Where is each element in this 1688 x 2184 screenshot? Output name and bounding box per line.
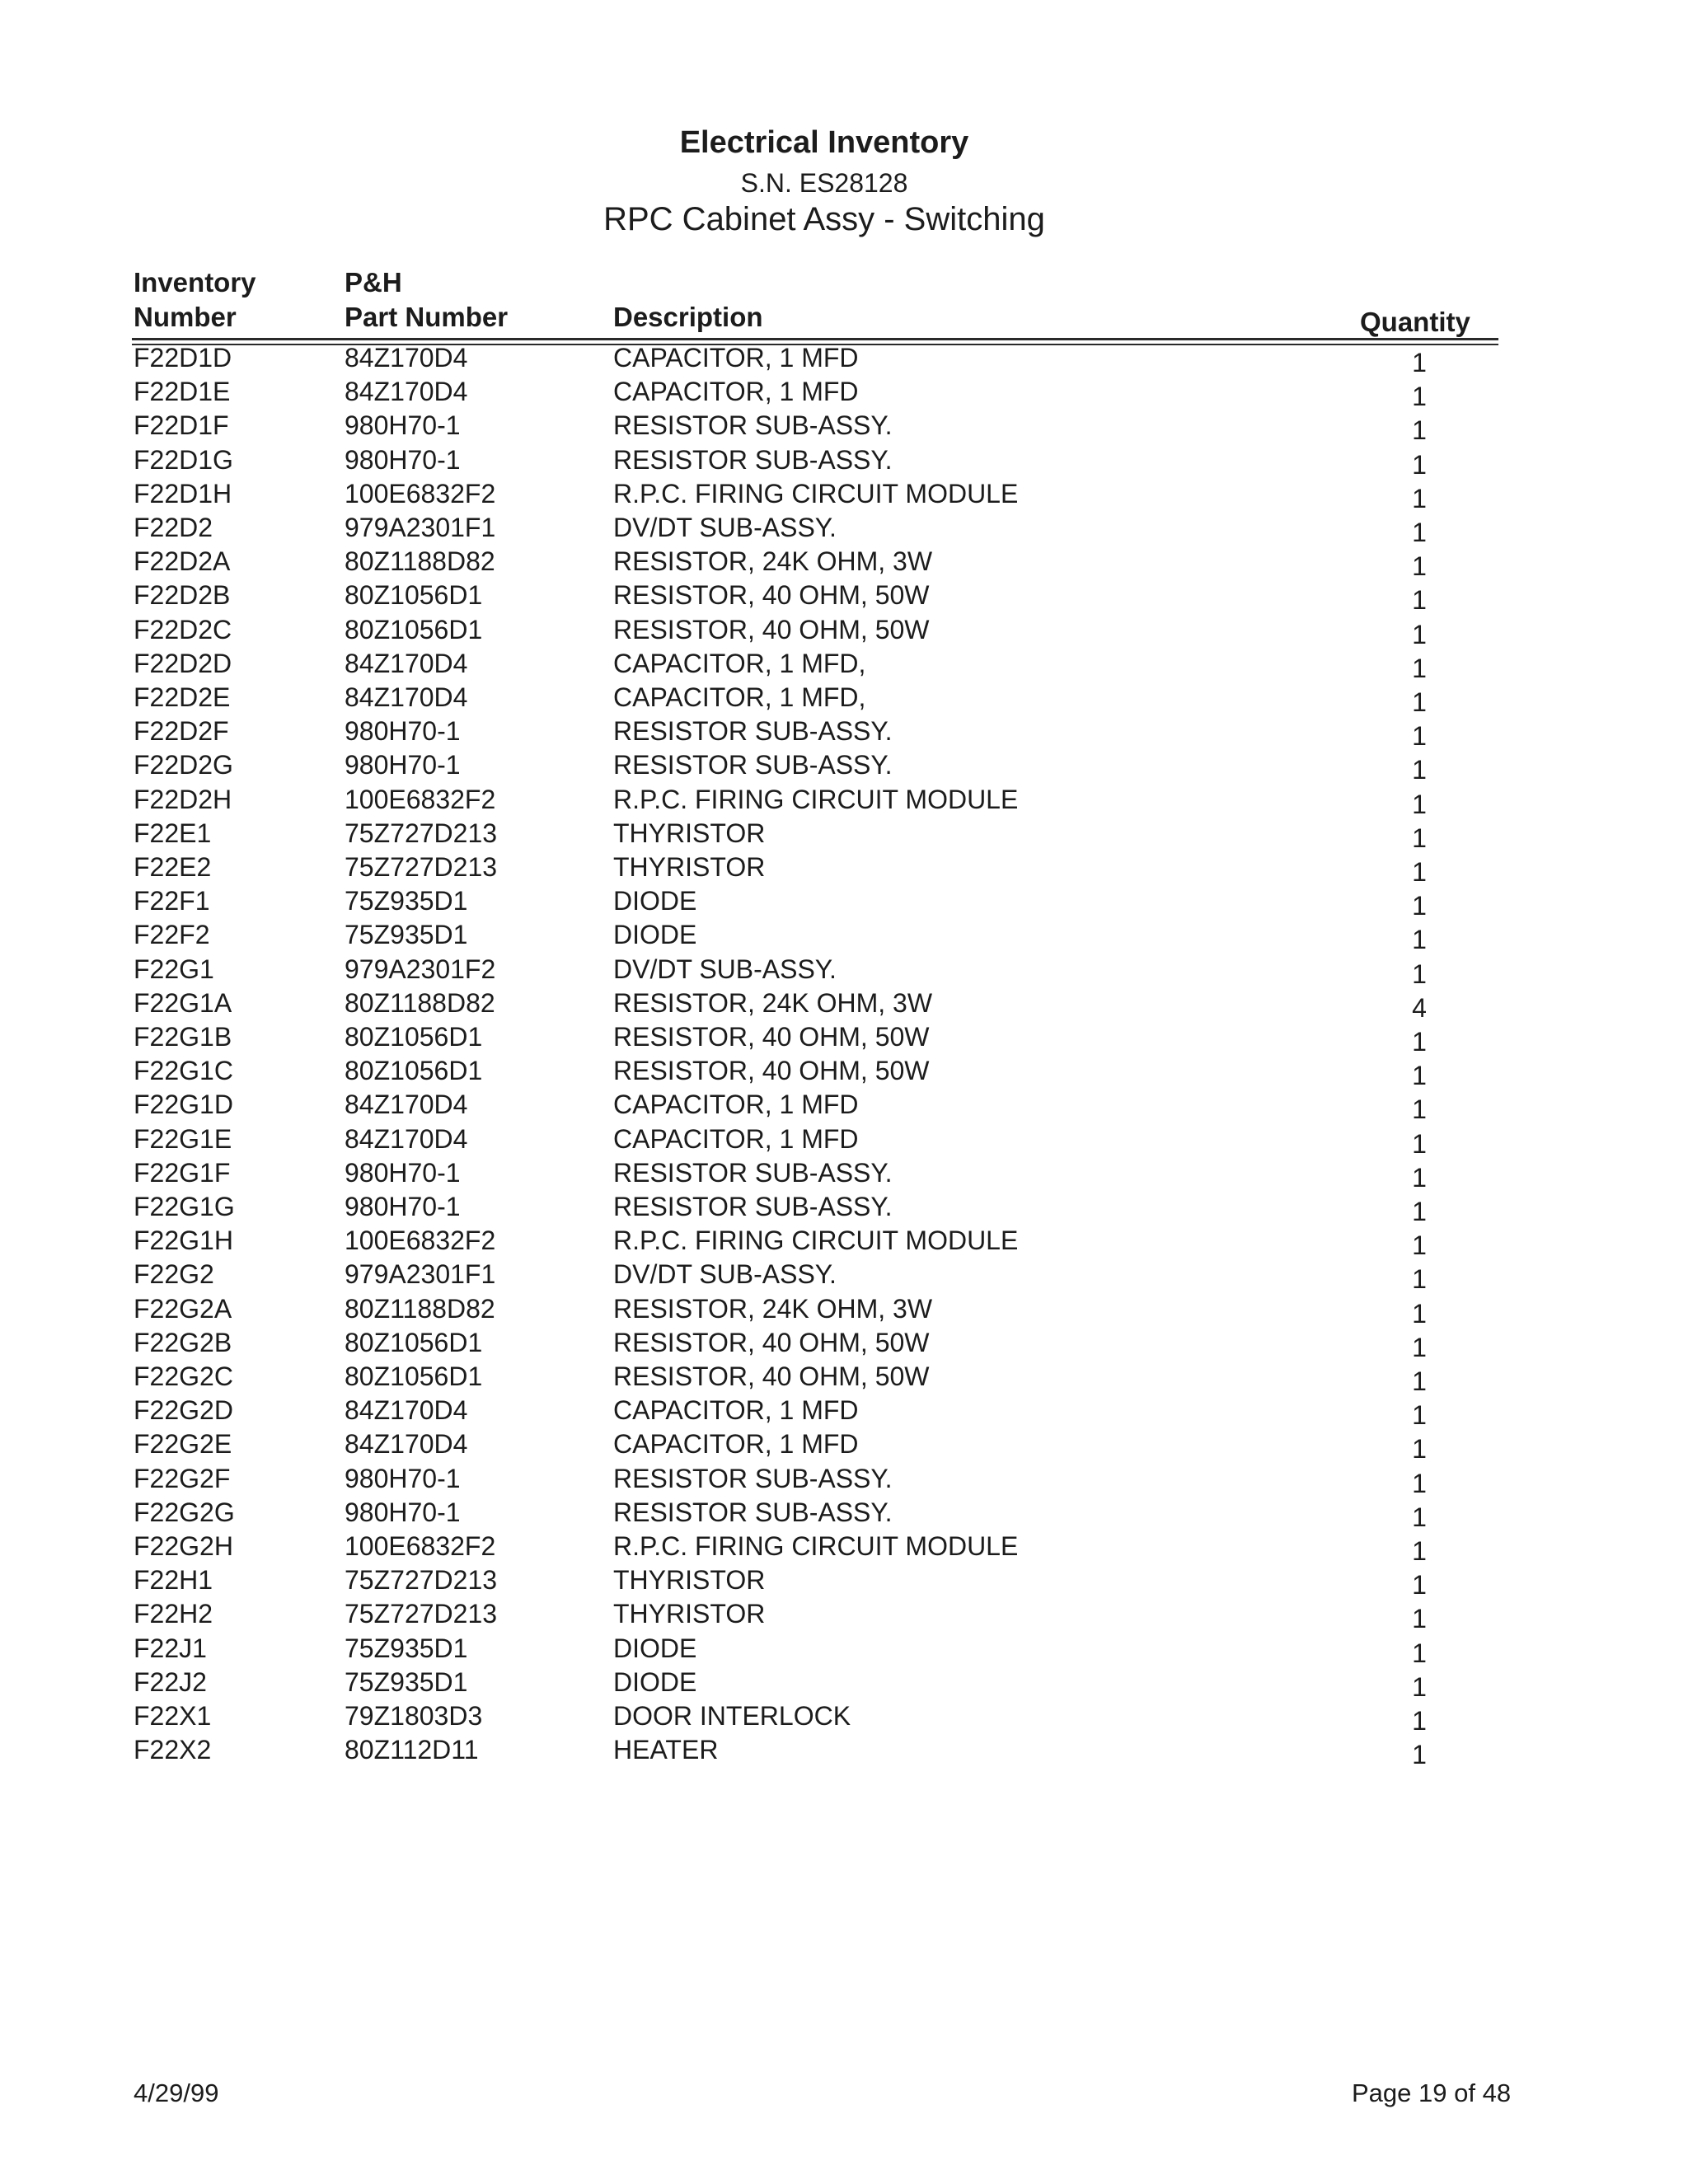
table-row [0,1054,1688,1088]
quantity-cell: 1 [1412,790,1427,819]
table-row [0,783,1688,817]
inventory-number-cell: F22H1 [134,1565,213,1595]
quantity-cell: 1 [1412,1469,1427,1498]
part-number-cell: 84Z170D4 [345,1090,468,1119]
quantity-cell: 1 [1412,1604,1427,1633]
inventory-number-cell: F22E2 [134,852,212,882]
inventory-number-cell: F22X2 [134,1735,212,1765]
table-row [0,1020,1688,1057]
quantity-cell: 1 [1412,654,1427,683]
inventory-number-cell: F22G1C [134,1056,233,1085]
inventory-number-cell: F22H2 [134,1599,213,1629]
description-cell: DOOR INTERLOCK [613,1701,851,1731]
part-number-cell: 80Z1188D82 [345,546,495,576]
column-header-inventory-line2: Number [134,302,237,332]
part-number-cell: 75Z727D213 [345,1565,498,1595]
part-number-cell: 980H70-1 [345,1464,461,1493]
inventory-number-cell: F22F2 [134,920,210,949]
column-header-quantity: Quantity [1360,307,1470,337]
quantity-cell: 1 [1412,925,1427,954]
quantity-cell: 1 [1412,823,1427,853]
header-rule-top [132,338,1498,340]
table-row [0,884,1688,921]
part-number-cell: 84Z170D4 [345,1395,468,1425]
part-number-cell: 80Z1056D1 [345,1022,483,1052]
inventory-number-cell: F22G1F [134,1158,231,1188]
quantity-cell: 1 [1412,1434,1427,1464]
description-cell: THYRISTOR [613,1565,766,1595]
inventory-number-cell: F22D2E [134,682,231,712]
description-cell: DIODE [613,920,697,949]
description-cell: RESISTOR SUB-ASSY. [613,1497,893,1527]
table-row [0,918,1688,952]
quantity-cell: 1 [1412,1230,1427,1260]
inventory-number-cell: F22D2C [134,615,232,644]
part-number-cell: 80Z1056D1 [345,580,483,610]
document-title: Electrical Inventory [679,125,969,160]
part-number-cell: 100E6832F2 [345,785,496,814]
part-number-cell: 75Z727D213 [345,818,498,848]
part-number-cell: 979A2301F1 [345,513,496,542]
table-row [0,817,1688,851]
inventory-number-cell: F22G1E [134,1124,232,1154]
description-cell: CAPACITOR, 1 MFD [613,1090,859,1119]
part-number-cell: 80Z1056D1 [345,1328,483,1357]
part-number-cell: 980H70-1 [345,750,461,780]
description-cell: RESISTOR, 24K OHM, 3W [613,1294,933,1324]
table-row [0,715,1688,751]
part-number-cell: 80Z1056D1 [345,1361,483,1391]
part-number-cell: 84Z170D4 [345,1429,468,1459]
table-row [0,1530,1688,1566]
table-row [0,1394,1688,1430]
table-row [0,1666,1688,1702]
description-cell: CAPACITOR, 1 MFD [613,1429,859,1459]
inventory-number-cell: F22D1D [134,343,232,373]
part-number-cell: 84Z170D4 [345,682,468,712]
description-cell: DV/DT SUB-ASSY. [613,1259,837,1289]
table-row [0,443,1688,480]
inventory-number-cell: F22G2D [134,1395,233,1425]
description-cell: RESISTOR, 40 OHM, 50W [613,1056,930,1085]
inventory-number-cell: F22D2B [134,580,231,610]
quantity-cell: 1 [1412,1129,1427,1159]
table-row [0,953,1688,987]
quantity-cell: 1 [1412,1740,1427,1769]
quantity-cell: 1 [1412,1400,1427,1430]
description-cell: DIODE [613,1667,697,1697]
part-number-cell: 100E6832F2 [345,479,496,509]
table-row [0,748,1688,785]
description-cell: RESISTOR SUB-ASSY. [613,445,893,475]
inventory-number-cell: F22D2A [134,546,231,576]
part-number-cell: 84Z170D4 [345,1124,468,1154]
inventory-number-cell: F22G2G [134,1497,235,1527]
column-header-part-line1: P&H [345,267,402,298]
table-row [0,341,1688,375]
table-row [0,375,1688,409]
part-number-cell: 980H70-1 [345,445,461,475]
description-cell: CAPACITOR, 1 MFD, [613,682,866,712]
quantity-cell: 1 [1412,1502,1427,1532]
inventory-number-cell: F22G1G [134,1192,235,1221]
inventory-number-cell: F22D2D [134,649,232,678]
inventory-number-cell: F22G2H [134,1531,233,1561]
document-subtitle: RPC Cabinet Assy - Switching [603,201,1045,237]
description-cell: THYRISTOR [613,852,766,882]
table-row [0,477,1688,511]
description-cell: CAPACITOR, 1 MFD [613,1395,859,1425]
quantity-cell: 1 [1412,518,1427,547]
part-number-cell: 80Z1056D1 [345,1056,483,1085]
description-cell: DIODE [613,886,697,916]
inventory-number-cell: F22G2F [134,1464,231,1493]
quantity-cell: 1 [1412,1027,1427,1057]
table-row [0,1496,1688,1530]
quantity-cell: 1 [1412,959,1427,989]
inventory-number-cell: F22D1H [134,479,232,509]
quantity-cell: 1 [1412,1570,1427,1600]
column-header-inventory-line1: Inventory [134,267,256,298]
inventory-number-cell: F22G2E [134,1429,232,1459]
part-number-cell: 80Z112D11 [345,1735,479,1765]
inventory-number-cell: F22G2C [134,1361,233,1391]
description-cell: RESISTOR, 40 OHM, 50W [613,1328,930,1357]
table-row [0,851,1688,887]
part-number-cell: 80Z1188D82 [345,988,495,1018]
inventory-number-cell: F22D1G [134,445,233,475]
table-row [0,1292,1688,1329]
part-number-cell: 80Z1188D82 [345,1294,495,1324]
description-cell: RESISTOR SUB-ASSY. [613,750,893,780]
quantity-cell: 1 [1412,450,1427,480]
part-number-cell: 84Z170D4 [345,343,468,373]
description-cell: CAPACITOR, 1 MFD, [613,649,866,678]
quantity-cell: 1 [1412,1333,1427,1362]
description-cell: RESISTOR, 24K OHM, 3W [613,988,933,1018]
part-number-cell: 979A2301F1 [345,1259,496,1289]
table-row [0,647,1688,681]
inventory-number-cell: F22G2 [134,1259,214,1289]
description-cell: RESISTOR, 40 OHM, 50W [613,580,930,610]
description-cell: CAPACITOR, 1 MFD [613,343,859,373]
inventory-number-cell: F22J2 [134,1667,207,1697]
description-cell: RESISTOR, 24K OHM, 3W [613,546,933,576]
quantity-cell: 1 [1412,1061,1427,1090]
quantity-cell: 1 [1412,755,1427,785]
quantity-cell: 1 [1412,1706,1427,1736]
part-number-cell: 75Z935D1 [345,1633,468,1663]
inventory-number-cell: F22D1E [134,377,231,406]
quantity-cell: 1 [1412,1163,1427,1193]
table-row [0,579,1688,615]
table-row [0,987,1688,1023]
part-number-cell: 980H70-1 [345,410,461,440]
inventory-number-cell: F22J1 [134,1633,207,1663]
table-row [0,613,1688,647]
quantity-cell: 1 [1412,620,1427,649]
description-cell: R.P.C. FIRING CIRCUIT MODULE [613,479,1019,509]
part-number-cell: 75Z935D1 [345,920,468,949]
table-row [0,409,1688,443]
inventory-number-cell: F22G1H [134,1226,233,1255]
table-row [0,1733,1688,1767]
description-cell: RESISTOR SUB-ASSY. [613,1158,893,1188]
table-row [0,1563,1688,1600]
part-number-cell: 980H70-1 [345,1158,461,1188]
description-cell: RESISTOR, 40 OHM, 50W [613,1022,930,1052]
description-cell: RESISTOR SUB-ASSY. [613,1192,893,1221]
table-row [0,1427,1688,1464]
description-cell: RESISTOR, 40 OHM, 50W [613,1361,930,1391]
table-row [0,545,1688,579]
part-number-cell: 979A2301F2 [345,954,496,984]
description-cell: R.P.C. FIRING CIRCUIT MODULE [613,1531,1019,1561]
quantity-cell: 1 [1412,1638,1427,1668]
description-cell: DIODE [613,1633,697,1663]
table-row [0,1190,1688,1224]
inventory-number-cell: F22E1 [134,818,212,848]
description-cell: CAPACITOR, 1 MFD [613,377,859,406]
column-header-inventory-number [134,265,256,335]
quantity-cell: 1 [1412,1366,1427,1396]
inventory-number-cell: F22D2H [134,785,232,814]
column-header-description: Description [613,302,763,332]
quantity-cell: 1 [1412,484,1427,513]
part-number-cell: 79Z1803D3 [345,1701,483,1731]
quantity-cell: 1 [1412,1264,1427,1294]
part-number-cell: 100E6832F2 [345,1531,496,1561]
description-cell: R.P.C. FIRING CIRCUIT MODULE [613,785,1019,814]
part-number-cell: 980H70-1 [345,716,461,746]
serial-number: S.N. ES28128 [740,168,908,198]
quantity-cell: 1 [1412,415,1427,445]
table-row [0,1360,1688,1394]
description-cell: DV/DT SUB-ASSY. [613,513,837,542]
description-cell: RESISTOR SUB-ASSY. [613,716,893,746]
column-header-part-number [345,265,508,335]
quantity-cell: 1 [1412,1197,1427,1226]
quantity-cell: 4 [1412,993,1427,1023]
inventory-number-cell: F22G1B [134,1022,232,1052]
quantity-cell: 1 [1412,1094,1427,1124]
description-cell: CAPACITOR, 1 MFD [613,1124,859,1154]
footer-date: 4/29/99 [134,2079,219,2107]
table-row [0,1088,1688,1122]
table-row [0,1156,1688,1193]
table-row [0,511,1688,545]
column-header-part-line2: Part Number [345,302,509,332]
inventory-number-cell: F22D1F [134,410,229,440]
quantity-cell: 1 [1412,687,1427,717]
table-row [0,1258,1688,1294]
quantity-cell: 1 [1412,857,1427,887]
inventory-number-cell: F22F1 [134,886,210,916]
description-cell: RESISTOR SUB-ASSY. [613,1464,893,1493]
quantity-cell: 1 [1412,1672,1427,1702]
quantity-cell: 1 [1412,551,1427,581]
part-number-cell: 80Z1056D1 [345,615,483,644]
part-number-cell: 980H70-1 [345,1497,461,1527]
quantity-cell: 1 [1412,1536,1427,1566]
part-number-cell: 75Z935D1 [345,886,468,916]
footer-page-number: Page 19 of 48 [1352,2079,1512,2107]
inventory-number-cell: F22D2 [134,513,213,542]
table-row [0,1699,1688,1736]
inventory-number-cell: F22D2F [134,716,229,746]
inventory-number-cell: F22G2B [134,1328,232,1357]
quantity-cell: 1 [1412,348,1427,377]
description-cell: THYRISTOR [613,1599,766,1629]
table-row [0,1462,1688,1496]
description-cell: RESISTOR SUB-ASSY. [613,410,893,440]
description-cell: RESISTOR, 40 OHM, 50W [613,615,930,644]
inventory-number-cell: F22G1A [134,988,232,1018]
quantity-cell: 1 [1412,585,1427,615]
part-number-cell: 84Z170D4 [345,649,468,678]
table-row [0,1597,1688,1631]
part-number-cell: 75Z727D213 [345,852,498,882]
table-row [0,681,1688,715]
quantity-cell: 1 [1412,721,1427,751]
inventory-number-cell: F22D2G [134,750,233,780]
part-number-cell: 75Z935D1 [345,1667,468,1697]
description-cell: R.P.C. FIRING CIRCUIT MODULE [613,1226,1019,1255]
part-number-cell: 84Z170D4 [345,377,468,406]
table-row [0,1122,1688,1159]
inventory-number-cell: F22G1 [134,954,214,984]
part-number-cell: 75Z727D213 [345,1599,498,1629]
table-row [0,1326,1688,1360]
inventory-number-cell: F22G1D [134,1090,233,1119]
quantity-cell: 1 [1412,891,1427,921]
table-row [0,1632,1688,1666]
inventory-number-cell: F22G2A [134,1294,232,1324]
description-cell: THYRISTOR [613,818,766,848]
description-cell: HEATER [613,1735,719,1765]
inventory-number-cell: F22X1 [134,1701,212,1731]
quantity-cell: 1 [1412,1299,1427,1329]
table-row [0,1224,1688,1258]
part-number-cell: 980H70-1 [345,1192,461,1221]
part-number-cell: 100E6832F2 [345,1226,496,1255]
description-cell: DV/DT SUB-ASSY. [613,954,837,984]
quantity-cell: 1 [1412,382,1427,411]
